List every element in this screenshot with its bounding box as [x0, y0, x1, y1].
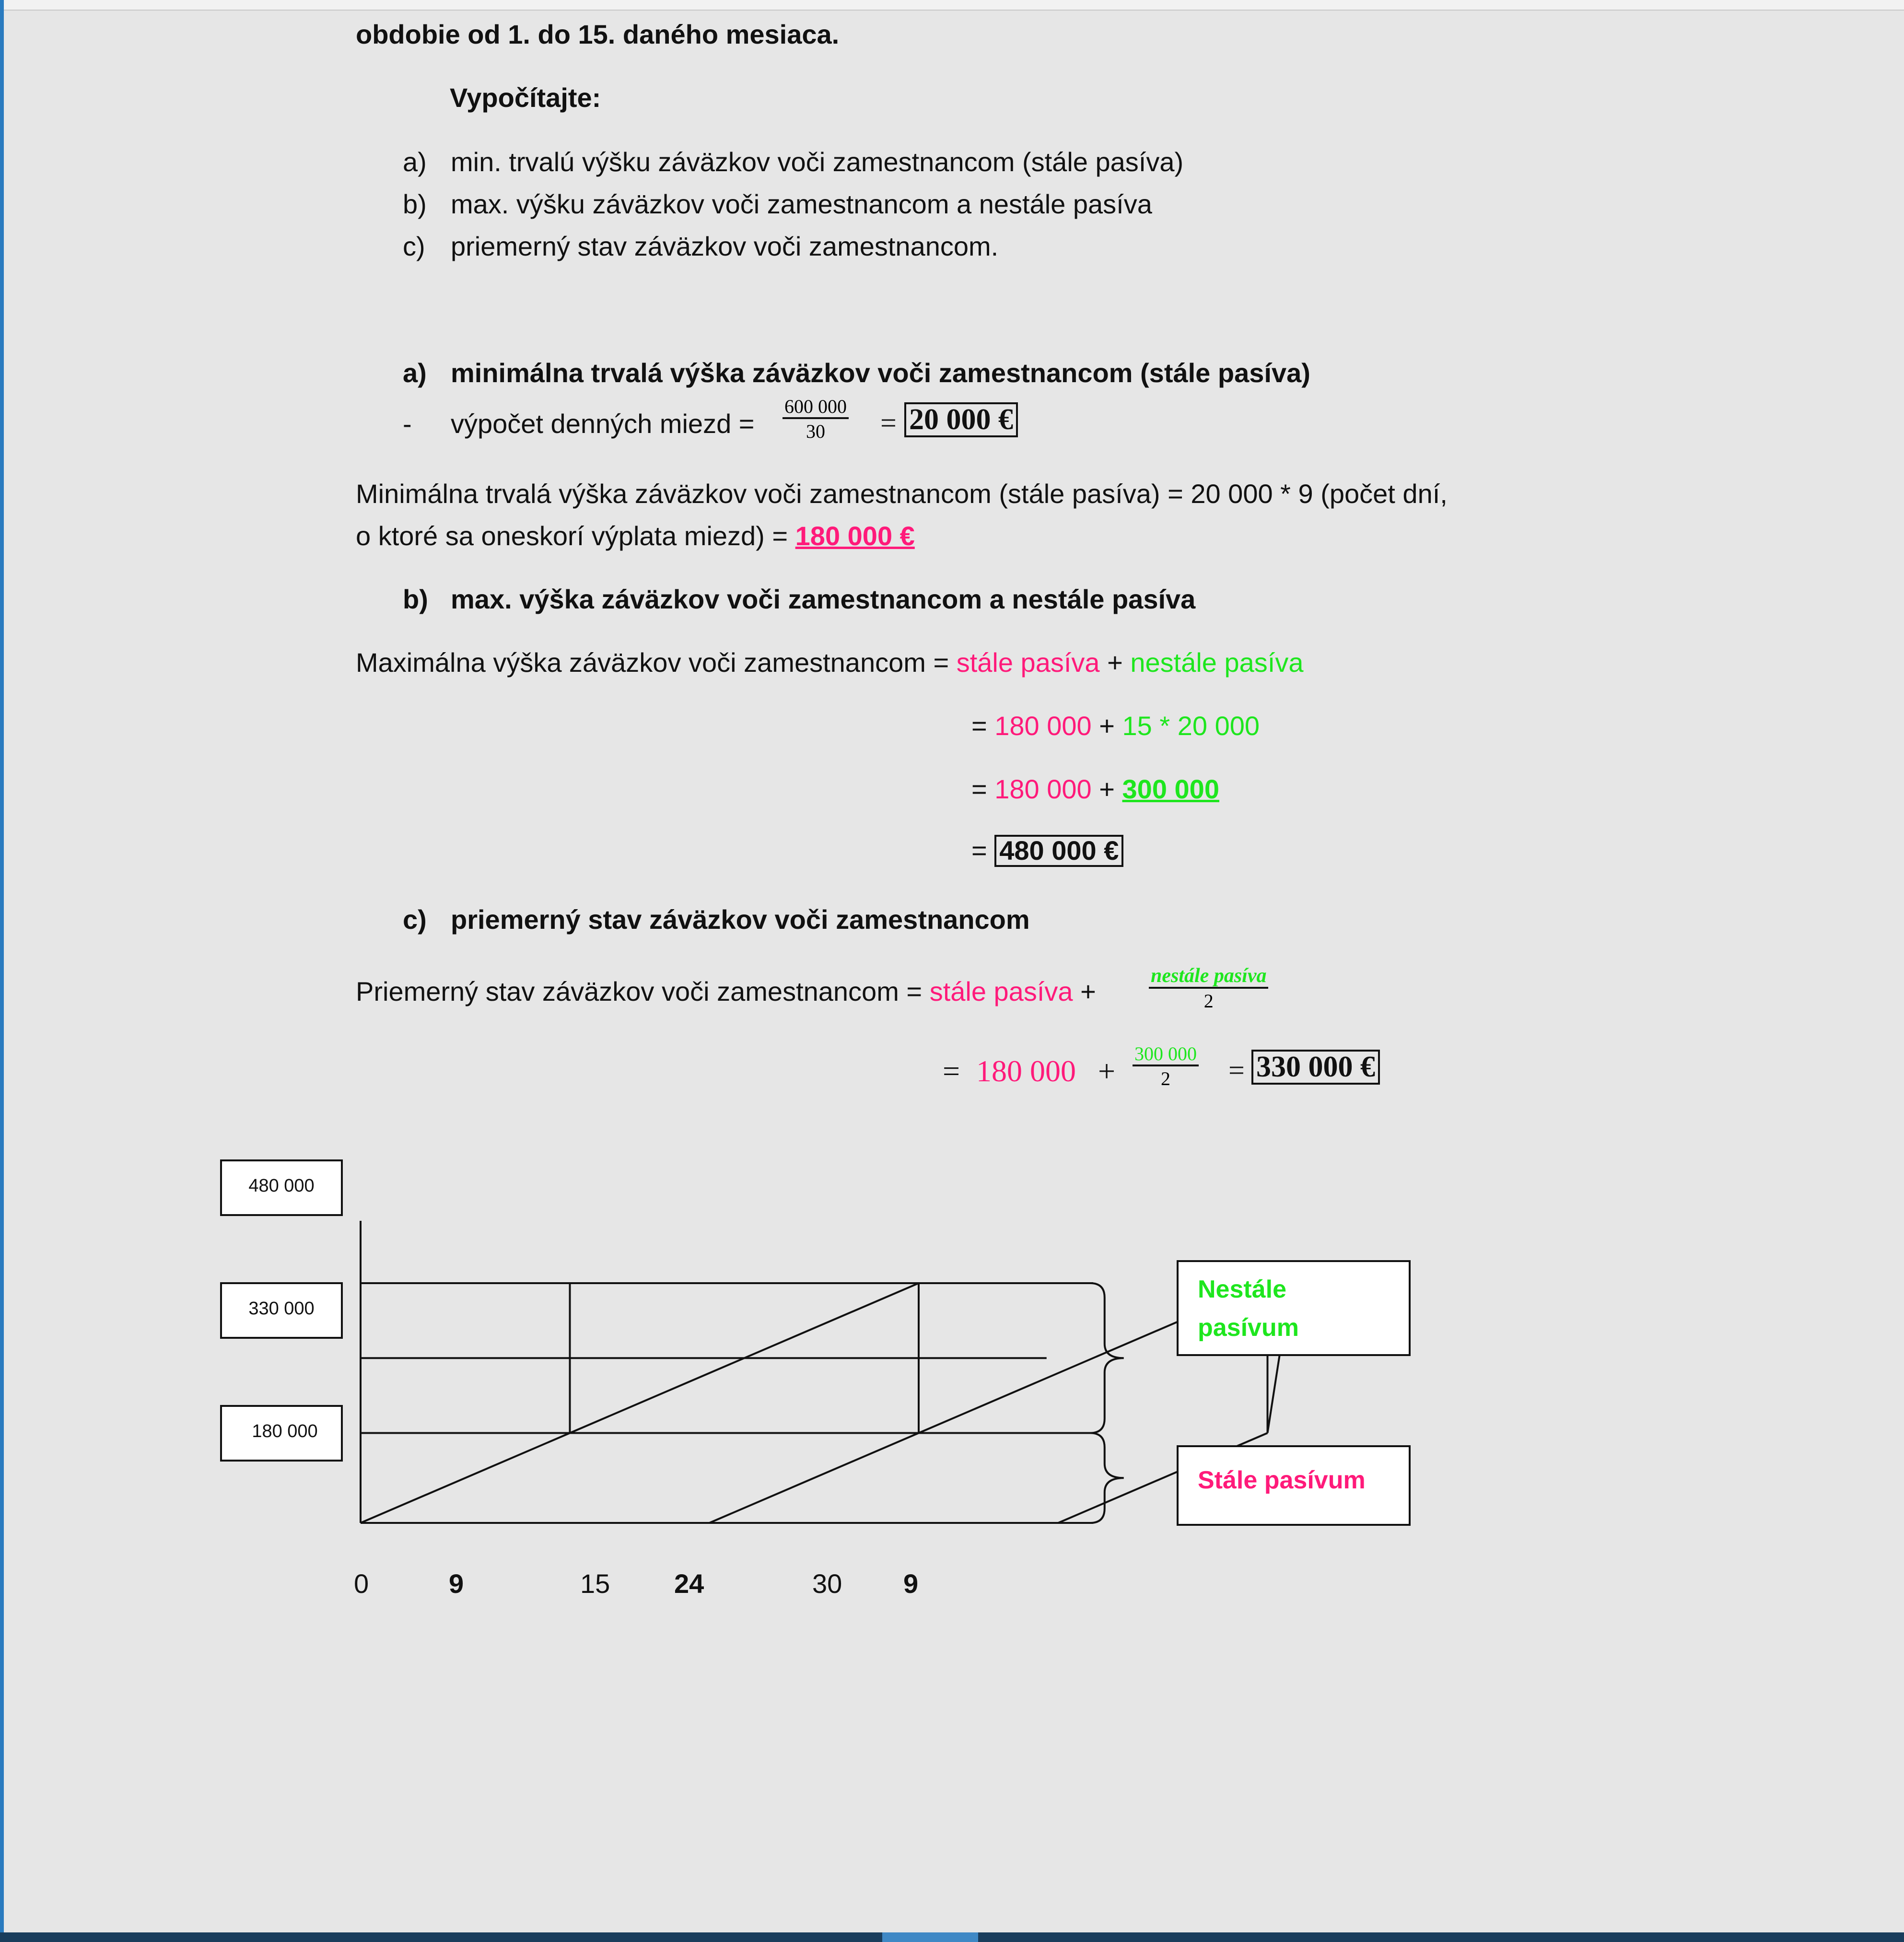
max-stale-term: stále pasíva — [956, 647, 1100, 678]
avg-eq-sign: = — [1228, 1054, 1245, 1086]
task-marker-c: c) — [403, 231, 425, 261]
legend-nestale-line2: pasívum — [1198, 1314, 1299, 1342]
max-step1-nestale: 15 * 20 000 — [1122, 711, 1260, 741]
x-tick-30: 30 — [812, 1568, 842, 1599]
legend-nestale-box — [1177, 1260, 1411, 1356]
avg-step-eq: = — [943, 1054, 960, 1088]
max-line1-prefix: Maximálna výška záväzkov voči zamestnancom = — [356, 647, 949, 678]
taskbar — [0, 1932, 1904, 1942]
task-marker-a: a) — [403, 147, 427, 177]
diagonal-initial — [361, 1433, 570, 1523]
legend-stale-line1: Stále pasívum — [1198, 1466, 1366, 1494]
max-step2-eq: = — [971, 774, 987, 804]
max-step2-plus: + — [1099, 774, 1115, 804]
avg-plus: + — [1080, 976, 1096, 1006]
intro-line: obdobie od 1. do 15. daného mesiaca. — [356, 19, 840, 49]
y-label-box-average — [220, 1282, 343, 1339]
section-b-marker: b) — [403, 584, 428, 614]
task-heading: Vypočítajte: — [450, 82, 601, 113]
section-a-heading: minimálna trvalá výška záväzkov voči zamestnancom (stále pasíva) — [451, 358, 1310, 388]
diagonal-2a — [710, 1433, 919, 1523]
x-tick-9: 9 — [449, 1568, 464, 1599]
y-label-box-stale — [220, 1405, 343, 1462]
avg-step-plus: + — [1098, 1054, 1116, 1088]
legend-nestale-line1: Nestále — [1198, 1275, 1286, 1303]
x-tick-0: 0 — [354, 1568, 369, 1599]
avg-line1-prefix: Priemerný stav záväzkov voči zamestnancom = — [356, 976, 923, 1006]
section-b-heading: max. výška záväzkov voči zamestnancom a nestále pasíva — [451, 584, 1196, 614]
avg-step-stale: 180 000 — [976, 1054, 1076, 1088]
avg-step-numerator: 300 000 — [1133, 1043, 1199, 1066]
bullet-dash: - — [403, 409, 412, 439]
brace-stale — [1090, 1433, 1124, 1523]
section-a-marker: a) — [403, 358, 427, 388]
avg-step-denominator: 2 — [1161, 1068, 1170, 1089]
max-step1-plus: + — [1099, 711, 1115, 741]
x-tick-9-next: 9 — [903, 1568, 919, 1599]
legend-stale-box — [1177, 1445, 1411, 1526]
max-result-box: 480 000 € — [994, 835, 1123, 867]
max-step1-stale: 180 000 — [994, 711, 1092, 741]
taskbar-active-item[interactable] — [882, 1932, 978, 1942]
x-tick-24: 24 — [674, 1568, 704, 1599]
avg-result-box: 330 000 € — [1251, 1050, 1380, 1085]
section-c-heading: priemerný stav záväzkov voči zamestnancom — [451, 904, 1030, 935]
daily-result-box: 20 000 € — [904, 402, 1018, 437]
max-step3-eq: = — [971, 835, 987, 866]
task-marker-b: b) — [403, 189, 427, 219]
y-label-box-max — [220, 1159, 343, 1216]
max-nestale-term: nestále pasíva — [1130, 647, 1304, 678]
max-plus: + — [1107, 647, 1123, 678]
max-step1-eq: = — [971, 711, 987, 741]
max-step2-nestale: 300 000 — [1122, 774, 1219, 804]
avg-fraction-numerator: nestále pasíva — [1149, 965, 1268, 989]
min-result: 180 000 € — [795, 521, 915, 551]
max-step2-stale: 180 000 — [994, 774, 1092, 804]
section-c-marker: c) — [403, 904, 427, 935]
x-tick-15: 15 — [580, 1568, 610, 1599]
task-text-a: min. trvalú výšku záväzkov voči zamestnancom (stále pasíva) — [451, 147, 1184, 177]
y-label-stale: 180 000 — [252, 1421, 318, 1441]
daily-wage-label: výpočet denných miezd = — [451, 409, 755, 439]
y-label-average: 330 000 — [248, 1299, 315, 1319]
avg-fraction-denominator: 2 — [1203, 990, 1214, 1012]
daily-wage-denominator: 30 — [806, 421, 825, 442]
daily-wage-numerator: 600 000 — [783, 396, 849, 419]
avg-stale-term: stále pasíva — [929, 976, 1073, 1006]
y-label-max: 480 000 — [248, 1176, 315, 1196]
min-para-line2-text: o ktoré sa oneskorí výplata miezd) = — [356, 521, 788, 551]
task-text-c: priemerný stav záväzkov voči zamestnancom. — [451, 231, 999, 261]
task-text-b: max. výšku záväzkov voči zamestnancom a nestále pasíva — [451, 189, 1152, 219]
daily-eq-sign: = — [880, 407, 897, 439]
min-para-line1: Minimálna trvalá výška záväzkov voči zamestnancom (stále pasíva) = 20 000 * 9 (počet dní, — [356, 479, 1448, 509]
